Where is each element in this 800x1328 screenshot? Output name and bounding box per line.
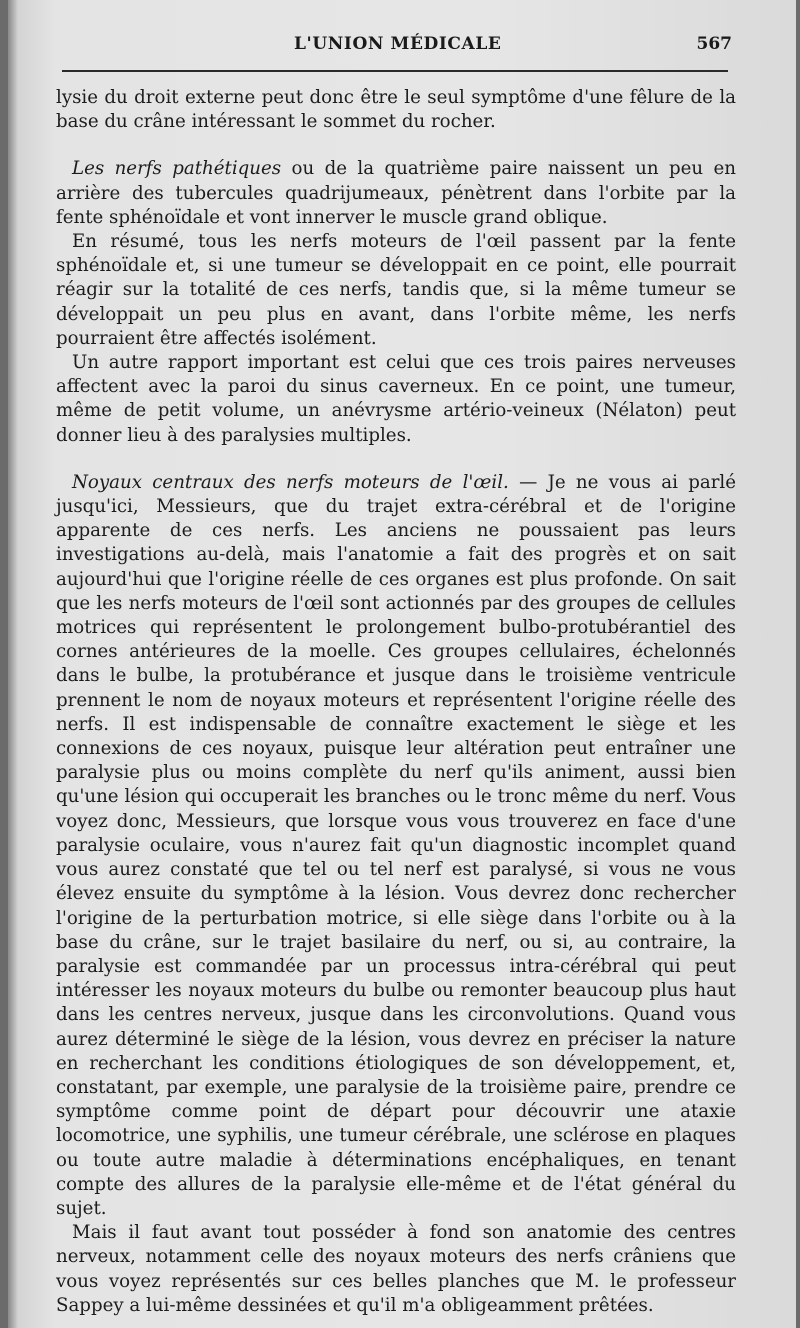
journal-title: L'UNION MÉDICALE <box>294 34 502 54</box>
paragraph-pathetiques <box>56 157 736 230</box>
body-text <box>56 86 736 1318</box>
section-title-noyaux: Noyaux centraux des nerfs moteurs de l'œil. <box>72 471 509 493</box>
paragraph-text: — Je ne vous ai parlé jusqu'ici, Messieurs, que du trajet extra-cérébral et de l'origine apparente de ces nerfs. Les anciens ne poussaient pas leurs investigations au-delà, mais l'anatomie a fait des progrès et on sait aujourd'hui que l'origine réelle de ces organes est plus profonde. On sait que les nerfs moteurs de l'œil sont actionnés par des groupes de cellules motrices qui représentent le prolongement bulbo-protubérantiel des cornes antérieures de la moelle. Ces groupes cellulaires, échelonnés dans le bulbe, la protubérance et jusque dans le troisième ventricule prennent le nom de noyaux moteurs et représentent l'origine réelle des nerfs. Il est indispensable de connaître exactement le siège et les connexions de ces noyaux, puisque leur altération peut entraîner une paralysie plus ou moins complète du nerf qu'ils animent, aussi bien qu'une lésion qui occuperait les branches ou le tronc même du nerf. Vous voyez donc, Messieurs, que lorsque vous vous trouverez en face d'une paralysie oculaire, vous n'aurez fait qu'un diagnostic incomplet quand vous aurez constaté que tel ou tel nerf est paralysé, si vous ne vous élevez ensuite du symptôme à la lésion. Vous devrez donc rechercher l'origine de la perturbation motrice, si elle siège dans l'orbite ou à la base du crâne, sur le trajet basilaire du nerf, ou si, au contraire, la paralysie est commandée par un processus intra-cérébral qui peut intéresser les noyaux moteurs du bulbe ou remonter beaucoup plus haut dans les centres nerveux, jusque dans les circonvolutions. Quand vous aurez déterminé le siège de la lésion, vous devrez en préciser la nature en recherchant les conditions étiologiques de son développement, et, constatant, par exemple, une paralysie de la troisième paire, prendre ce symptôme comme point de départ pour découvrir une ataxie locomotrice, une syphilis, une tumeur cérébrale, une sclérose en plaques ou toute autre maladie à déterminations encéphaliques, en tenant compte des allures de la paralysie elle-même et de l'état général du sujet. <box>56 471 736 1219</box>
paragraph-text: ou de la quatrième paire naissent un peu en arrière des tubercules quadrijumeaux, pénètrent dans l'orbite par la fente sphénoïdale et vont innerver le muscle grand oblique. <box>56 158 736 228</box>
paragraph-sinus-caverneux: Un autre rapport important est celui que ces trois paires nerveuses affectent avec la paroi du sinus caverneux. En ce point, une tumeur, même de petit volume, un anévrysme artério-veineux (Nélaton) peut donner lieu à des paralysies multiples. <box>56 352 736 446</box>
section-title-pathetiques: Les nerfs pathétiques <box>72 158 282 180</box>
page-number: 567 <box>696 34 732 54</box>
paragraph-anatomie: Mais il faut avant tout posséder à fond son anatomie des centres nerveux, notamment celle des noyaux moteurs des nerfs crâniens que vous voyez représentés sur ces belles planches que M. le professeur Sappey a lui-même dessinées et qu'il m'a obligeamment prêtées. <box>56 1222 736 1316</box>
book-page <box>8 0 796 1328</box>
paragraph-resume: En résumé, tous les nerfs moteurs de l'œil passent par la fente sphénoïdale et, si une tumeur se développait en ce point, elle pourrait réagir sur la totalité de ces nerfs, tandis que, si la même tumeur se développait un peu plus en avant, dans l'orbite même, les nerfs pourraient être affectés isolément. <box>56 231 736 349</box>
header-rule <box>62 70 728 72</box>
paragraph-noyaux <box>56 471 736 1221</box>
paragraph-continuation: lysie du droit externe peut donc être le seul symptôme d'une fêlure de la base du crâne intéressant le sommet du rocher. <box>56 87 736 133</box>
running-header <box>8 34 796 60</box>
binding-shadow <box>8 0 18 1328</box>
